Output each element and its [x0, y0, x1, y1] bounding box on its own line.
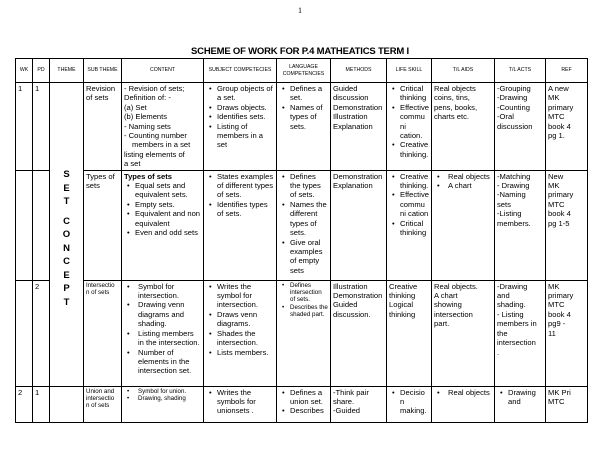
text-line: thinking	[389, 291, 416, 301]
text-line: - Drawing	[497, 181, 530, 191]
content-heading: Types of sets	[124, 171, 172, 181]
text-line: primary	[548, 102, 574, 112]
cell-life-skill	[387, 386, 432, 422]
cell-sub-theme	[84, 280, 122, 386]
text-line: Explanation	[333, 181, 373, 191]
header-subject-competencies: SUBJECT COMPETECIES	[204, 59, 277, 83]
text-line: sets	[86, 181, 100, 191]
theme-letter: E	[63, 182, 70, 194]
bullet-item: • Names of types of sets.	[279, 103, 328, 131]
header-row	[16, 59, 588, 83]
text-line: charts etc.	[434, 112, 470, 122]
text-line: book 4	[548, 209, 571, 219]
bullet-item: • Empty sets.	[124, 200, 201, 209]
text-line: intersection	[497, 338, 536, 348]
text-line: .	[497, 347, 500, 357]
text-line: n of sets	[86, 289, 110, 297]
document-title: SCHEME OF WORK FOR P.4 MATHEATICS TERM I	[191, 46, 409, 57]
bullet-item: • Draws objects.	[206, 103, 274, 112]
text-line: MK	[548, 281, 560, 291]
text-line: Union and	[86, 387, 115, 395]
text-line: - Counting number	[124, 131, 187, 141]
text-line: MTC	[548, 199, 565, 209]
bullet-item: • Equivalent and non equivalent	[124, 209, 201, 228]
text-line: part.	[434, 319, 450, 329]
theme-letter: S	[63, 169, 70, 181]
bullet-item: • Writes the symbol for intersection.	[206, 282, 274, 310]
text-line: -Listing	[497, 209, 522, 219]
text-line: A chart	[434, 291, 458, 301]
text-line: -Drawing	[497, 281, 528, 291]
cell-tl-acts	[495, 83, 546, 171]
cell-life-skill	[387, 280, 432, 386]
text-line: -Matching	[497, 171, 531, 181]
header-tl-acts: T/L ACTS	[495, 59, 546, 83]
bullet-item: • Shades the intersection.	[206, 329, 274, 348]
cell-ref	[546, 83, 588, 171]
text-line: -Drawing	[497, 93, 528, 103]
text-line: -Grouping	[497, 84, 531, 93]
bullet-item: • Effective communi cation	[389, 190, 429, 218]
bullet-item: • Drawing	[497, 388, 543, 397]
text-line: Demonstration	[333, 102, 383, 112]
text-line: coins, tins,	[434, 93, 470, 103]
table-row	[16, 280, 588, 386]
cell-tl-aids	[432, 280, 495, 386]
header-content: CONTENT	[122, 59, 204, 83]
cell-ref	[546, 386, 588, 422]
text-line: discussion	[497, 121, 533, 131]
header-life-skill: LIFE SKILL	[387, 59, 432, 83]
cell-pd	[33, 170, 50, 280]
text-line: Guided	[333, 84, 358, 93]
bullet-item: • Describes the shaded part.	[279, 304, 328, 319]
text-line: members.	[497, 218, 531, 228]
text-line: A new	[548, 84, 569, 93]
text-line: Intersectio	[86, 281, 115, 289]
header-wk: WK	[16, 59, 33, 83]
cell-pd: 2	[33, 280, 50, 386]
bullet-item: • Defines the types of sets.	[279, 172, 328, 200]
text-line: -Counting	[497, 102, 530, 112]
text-line: showing	[434, 300, 462, 310]
header-tl-aids: T/L AIDS	[432, 59, 495, 83]
text-line: MK	[548, 93, 560, 103]
text-line: -Oral	[497, 112, 514, 122]
bullet-item: • Draws venn diagrams.	[206, 310, 274, 329]
bullet-item: • Symbol for intersection.	[124, 282, 201, 301]
cell-ref	[546, 280, 588, 386]
text-line: Revision	[86, 84, 116, 93]
text-line: Guided	[333, 300, 358, 310]
bullet-item: • Defines a set.	[279, 84, 328, 103]
cell-language-competencies	[277, 170, 331, 280]
text-line: book 4	[548, 309, 571, 319]
text-line: shading.	[497, 300, 526, 310]
cell-ref	[546, 170, 588, 280]
text-line: intersectio	[86, 395, 115, 403]
text-line: - Naming sets	[124, 121, 171, 131]
cell-sub-theme	[84, 170, 122, 280]
bullet-item: • Critical thinking	[389, 84, 429, 103]
bullet-item: • Writes the symbols for unionsets .	[206, 388, 274, 416]
cell-content	[122, 280, 204, 386]
text-line: a set	[124, 159, 141, 169]
cell-tl-aids	[432, 170, 495, 280]
cell-language-competencies	[277, 280, 331, 386]
text-line: Demonstration	[333, 171, 383, 181]
text-line: Definition of: -	[124, 93, 171, 103]
bullet-item: • Real objects	[434, 388, 492, 397]
page-number: 1	[298, 6, 302, 15]
bullet-item: • Creative thinking.	[389, 140, 429, 159]
text-line: -Think pair	[333, 387, 369, 397]
bullet-item: • Defines a union set.	[279, 388, 328, 407]
bullet-item: • Symbol for union.	[124, 388, 201, 395]
text-line: listing elements of	[124, 149, 185, 159]
table-row	[16, 386, 588, 422]
cell-methods	[331, 280, 387, 386]
cell-tl-acts	[495, 280, 546, 386]
text-line: (a) Set	[124, 102, 147, 112]
bullet-item: • Give oral examples of empty sets	[279, 238, 328, 276]
cell-methods	[331, 386, 387, 422]
text-line: members in	[497, 319, 537, 329]
header-language-competencies: LANGUAGE COMPETENCIES	[277, 59, 331, 83]
cell-subject-competencies	[204, 386, 277, 422]
theme-letter: T	[63, 196, 70, 208]
cell-tl-acts	[495, 386, 546, 422]
text-line: thinking	[389, 309, 416, 319]
bullet-item: • Effective communi cation.	[389, 103, 429, 141]
bullet-item: • Identifies sets.	[206, 112, 274, 121]
cell-content	[122, 170, 204, 280]
cell-subject-competencies	[204, 83, 277, 171]
bullet-item: • Listing of members in a set	[206, 122, 274, 150]
text-line: and	[497, 291, 510, 301]
text-line: share.	[333, 397, 355, 407]
bullet-item: • Even and odd sets	[124, 228, 201, 237]
text-line: - Listing	[497, 309, 524, 319]
text-line: -Guided	[333, 406, 361, 416]
cell-subject-competencies	[204, 280, 277, 386]
bullet-item: • Defines intersection of sets.	[279, 282, 328, 304]
cell-language-competencies	[277, 83, 331, 171]
cell-life-skill	[387, 83, 432, 171]
header-ref: REF	[546, 59, 588, 83]
text-line: New	[548, 171, 564, 181]
bullet-item: • Describes	[279, 406, 328, 415]
text-line: Real objects.	[434, 281, 478, 291]
table-row	[16, 170, 588, 280]
bullet-item: • Decision making.	[389, 388, 429, 416]
text-line: Creative	[389, 281, 418, 291]
cell-content	[122, 386, 204, 422]
text-line: book 4	[548, 121, 571, 131]
cell-methods	[331, 83, 387, 171]
header-pd: PD	[33, 59, 50, 83]
text-line: - Revision of sets;	[124, 84, 185, 93]
text-line: MTC	[548, 300, 565, 310]
bullet-item: • Critical thinking	[389, 219, 429, 238]
theme-cell-empty	[50, 386, 84, 422]
cell-content	[122, 83, 204, 171]
text-line: Types of	[86, 171, 115, 181]
cell-language-competencies	[277, 386, 331, 422]
text-line: pens, books,	[434, 102, 478, 112]
text-line: pg9 -	[548, 319, 566, 329]
theme-cell	[50, 83, 84, 387]
text-line: MK Pri	[548, 387, 571, 397]
text-line: Logical	[389, 300, 414, 310]
theme-letter: C	[63, 256, 70, 268]
bullet-item: • Names the different types of sets.	[279, 200, 328, 238]
text-line: MK	[548, 181, 560, 191]
text-line: primary	[548, 291, 574, 301]
text-line: pg 1.	[548, 131, 565, 141]
bullet-item: • Number of elements in the intersection set.	[124, 348, 201, 376]
text-line: MTC	[548, 112, 565, 122]
text-line: Demonstration	[333, 291, 383, 301]
text-line: of sets	[86, 93, 109, 103]
bullet-item: • Group objects of a set.	[206, 84, 274, 103]
text-line: pg 1-5	[548, 218, 570, 228]
cell-sub-theme	[84, 386, 122, 422]
cell-tl-acts	[495, 170, 546, 280]
cell-sub-theme	[84, 83, 122, 171]
cell-pd: 1	[33, 83, 50, 171]
text-line: MTC	[548, 397, 565, 407]
cell-wk: 2	[16, 386, 33, 422]
theme-letter: E	[63, 269, 70, 281]
text-line: discussion.	[333, 309, 371, 319]
text-line: Real objects	[434, 84, 476, 93]
theme-letter: P	[63, 283, 70, 295]
text-line: (b) Elements	[124, 112, 168, 122]
text-line: intersection	[434, 309, 473, 319]
text-line: discussion	[333, 93, 369, 103]
cell-wk: 1	[16, 83, 33, 171]
text-line: -Naming	[497, 190, 526, 200]
theme-letter: C	[63, 215, 70, 227]
cell-subject-competencies	[204, 170, 277, 280]
text-line: sets	[497, 199, 511, 209]
cell-pd: 1	[33, 386, 50, 422]
bullet-item: • Real objects	[434, 172, 492, 181]
text-line: members in a set	[132, 140, 191, 150]
text-line: the	[497, 328, 508, 338]
bullet-item: • Listing members in the intersection.	[124, 329, 201, 348]
text-line: 11	[548, 328, 556, 338]
text-line: Illustration	[333, 281, 368, 291]
theme-letter: N	[63, 242, 70, 254]
cell-life-skill	[387, 170, 432, 280]
cell-methods	[331, 170, 387, 280]
text-line: Illustration	[333, 112, 368, 122]
cell-tl-aids	[432, 386, 495, 422]
table-row	[16, 83, 588, 171]
header-methods: METHODS	[331, 59, 387, 83]
bullet-item: • Drawing venn diagrams and shading.	[124, 300, 201, 328]
bullet-item: • A chart	[434, 181, 492, 190]
bullet-item: • Creative thinking.	[389, 172, 429, 191]
cell-wk	[16, 280, 33, 386]
cell-tl-aids	[432, 83, 495, 171]
header-sub-theme: SUB THEME	[84, 59, 122, 83]
scheme-of-work-table	[15, 58, 588, 423]
text-line: n of sets	[86, 402, 110, 410]
header-theme: THEME	[50, 59, 84, 83]
theme-letter: T	[63, 296, 70, 308]
text-line: primary	[548, 190, 574, 200]
bullet-item: • States examples of different types of sets.	[206, 172, 274, 200]
cell-wk	[16, 170, 33, 280]
text-line: and	[508, 397, 521, 407]
bullet-item: • Lists members.	[206, 348, 274, 357]
text-line: Explanation	[333, 121, 373, 131]
bullet-item: • Identifies types of sets.	[206, 200, 274, 219]
theme-letter: O	[62, 229, 71, 241]
bullet-item: • Drawing, shading	[124, 395, 201, 402]
bullet-item: • Equal sets and equivalent sets.	[124, 181, 201, 200]
